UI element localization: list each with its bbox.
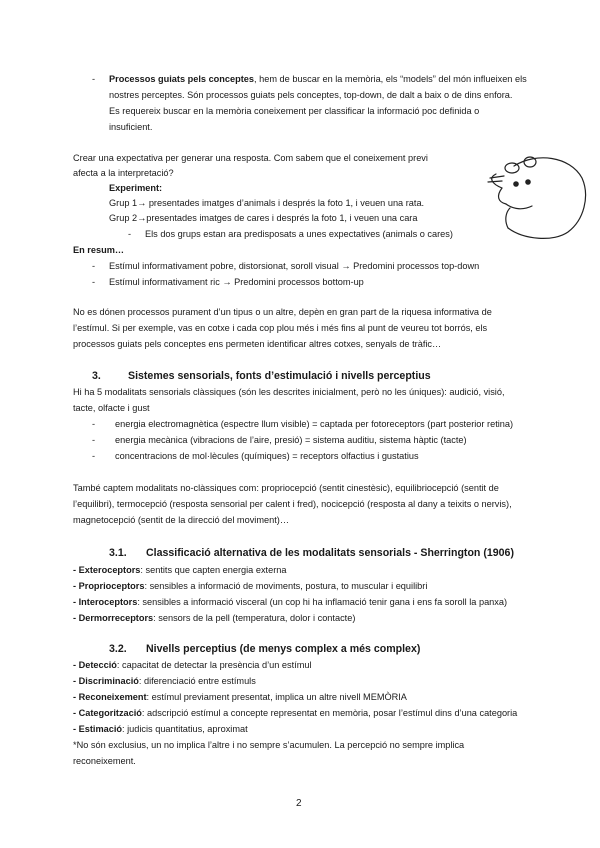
page-number: 2 — [296, 798, 302, 809]
text-line: nostres perceptes. Són processos guiats pels conceptes, top-down, de dalt a baix o de dins enfora. — [109, 90, 513, 100]
section-3-heading: Sistemes sensorials, fonts d’estimulació i nivells perceptius — [128, 370, 431, 382]
bullet-dash: - — [92, 261, 96, 271]
section-3-1-heading: Classificació alternativa de les modalitats sensorials - Sherrington (1906) — [146, 547, 514, 559]
paragraph-line: També captem modalitats no-clàssiques com: propriocepció (sentit cinestèsic), equilibriocepció (sentit de — [73, 483, 499, 493]
level-item: - Categorització: adscripció estímul a concepte representat en memòria, posar l’estímul dins d’una categoria — [73, 708, 518, 718]
paragraph-line: processos guiats pels conceptes ens permeten identificar altres cotxes, senyals de tràfic… — [73, 339, 442, 349]
bullet-dash: - — [128, 229, 132, 239]
text-line: insuficient. — [109, 122, 153, 132]
text-line: Crear una expectativa per generar una resposta. Com sabem que el coneixement previ — [73, 153, 428, 163]
bullet-dash: - — [92, 277, 96, 287]
section-3-2-heading: Nivells perceptius (de menys complex a més complex) — [146, 643, 421, 655]
rat-face-illustration — [484, 148, 588, 242]
summary-label: En resum… — [73, 245, 125, 255]
receptor-item: - Exteroceptors: sentits que capten energia externa — [73, 565, 287, 575]
bullet-dash: - — [92, 419, 96, 429]
section-3-1-number: 3.1. — [109, 547, 127, 559]
section-3-number: 3. — [92, 370, 101, 382]
note-line: *No són exclusius, un no implica l’altre i no sempre s’acumulen. La percepció no sempre implica — [73, 740, 465, 750]
bold-term: Processos guiats pels conceptes — [109, 74, 255, 84]
level-item: - Reconeixement: estímul previament presentat, implica un altre nivell MEMÒRIA — [73, 692, 407, 702]
energy-item: energia mecànica (vibracions de l’aire, presió) = sistema auditiu, sistema hàptic (tacte) — [115, 435, 467, 445]
bullet-dash: - — [92, 451, 96, 461]
paragraph-line: No es dónen processos purament d’un tipus o un altre, depèn en gran part de la riquesa informativa de — [73, 307, 492, 317]
level-item: - Discriminació: diferenciació entre estímuls — [73, 676, 256, 686]
level-item: - Estimació: judicis quantitatius, aproximat — [73, 724, 248, 734]
receptor-item: - Dermorreceptors: sensors de la pell (temperatura, dolor i contacte) — [73, 613, 356, 623]
group2-line: Grup 2→presentades imatges de cares i després la foto 1, i veuen una cara — [109, 213, 418, 223]
receptor-item: - Interoceptors: sensibles a informació visceral (un cop hi ha inflamació tenir gana i ens fa soroll la panxa) — [73, 597, 508, 607]
bullet-concept-driven: Processos guiats pels conceptes, hem de buscar en la memòria, els “models” del món influeixen els — [109, 74, 527, 84]
level-item: - Detecció: capacitat de detectar la presència d’un estímul — [73, 660, 312, 670]
section-3-2-number: 3.2. — [109, 643, 127, 655]
paragraph-line: l’equilibri), termocepció (resposta sensorial per calent i fred), nocicepció (resposta al dany a teixits o nervis), — [73, 499, 512, 509]
group1-line: Grup 1→ presentades imatges d’animals i després la foto 1, i veuen una rata. — [109, 198, 425, 208]
experiment-label: Experiment: — [109, 183, 163, 193]
receptor-item: - Proprioceptors: sensibles a informació de moviments, postura, to muscular i equilibri — [73, 581, 428, 591]
energy-item: concentracions de mol·lècules (químiques) = receptors olfactius i gustatius — [115, 451, 419, 461]
summary-item: Estímul informativament pobre, distorsionat, soroll visual → Predomini processos top-down — [109, 261, 480, 271]
text-line: Es requereix buscar en la memòria coneixement per classificar la informació poc definida o — [109, 106, 480, 116]
paragraph-line: l’estímul. Si per exemple, vas en cotxe i cada cop plou més i més fins al punt de veureu tot borrós, els — [73, 323, 488, 333]
paragraph-line: tacte, olfacte i gust — [73, 403, 150, 413]
paragraph-line: Hi ha 5 modalitats sensorials clàssiques (són les descrites inicialment, però no les úniques): audició, visió, — [73, 387, 505, 397]
bullet-dash: - — [92, 435, 96, 445]
text-line: afecta a la interpretació? — [73, 168, 174, 178]
summary-item: Estímul informativament ric → Predomini processos bottom-up — [109, 277, 364, 287]
energy-item: energia electromagnètica (espectre llum visible) = captada per fotoreceptors (part posterior retina) — [115, 419, 514, 429]
bullet-dash: - — [92, 74, 96, 84]
note-line: reconeixement. — [73, 756, 136, 766]
paragraph-line: magnetocepció (sentit de la direcció del moviment)… — [73, 515, 290, 525]
both-groups-line: Els dos grups estan ara predisposats a unes expectatives (animals o cares) — [145, 229, 453, 239]
